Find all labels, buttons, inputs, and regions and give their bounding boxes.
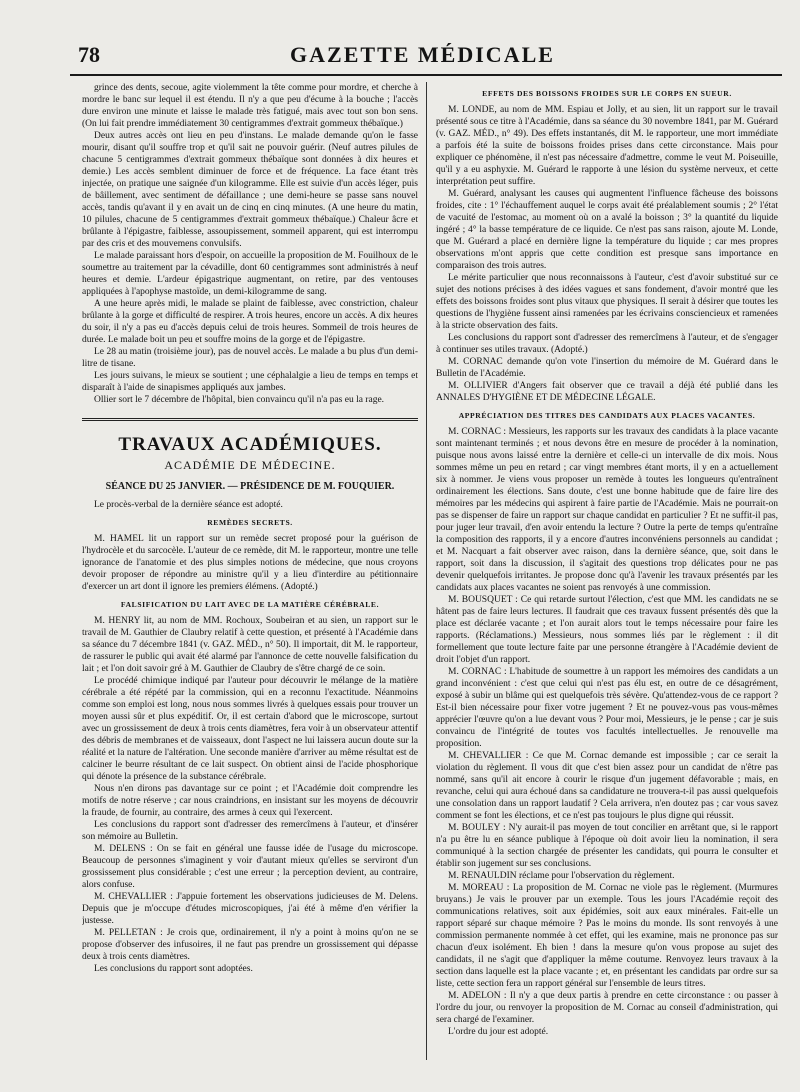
cold-drinks-paragraph: Les conclusions du rapport sont d'adresser des remercîmens à l'auteur, et de s'engager à continuer ses utiles travaux. (Adopté.) — [436, 333, 778, 355]
candidates-paragraph: M. BOUSQUET : Ce qui retarde surtout l'élection, c'est que MM. les candidats ne se hâtent pas de faire leurs lectures. Il faudrait que ces travaux fussent présentés dès que la place est déclarée vacante ; et l'on aurait alors tout le temps nécessaire pour faire les rapports. (Réclamations.) Messieurs, nous sommes liés par le règlement : il dit formellement que toute lecture faite par une personne étrangère à l'Académie devient de droit l'objet d'un rapport. — [436, 595, 778, 665]
case-paragraph: Deux autres accès ont lieu en peu d'instans. Le malade demande qu'on le fasse mourir, disant qu'il souffre trop et qu'il sait ne pouvoir guérir. (Neuf autres pilules de chacune 5 centigrammes d'extrait gommeux thébaïque sont données à dix heures et demie.) Les accès semblent diminuer de force et de fréquence. La face étant très injectée, on pratique une saignée d'un kilogramme. Elle est suivie d'un accès léger, puis de bâillement, avec sentiment de défaillance ; une demi-heure se passe sans nouvel accès, tandis qu'avant il y en avait un de cinq en cinq minutes. (A une heure du matin, 10 pilules, chacune de 5 centigrammes d'extrait gommeux thébaïque.) Chaleur âcre et brûlante à l'épigastre, faiblesse, assoupissement, sommeil apparent, qui est interrompu par des cris et des mouvemens convulsifs. — [82, 131, 418, 249]
cold-drinks-paragraph: M. CORNAC demande qu'on vote l'insertion du mémoire de M. Guérard dans le Bulletin de l'Académie. — [436, 357, 778, 379]
milk-paragraph: M. PELLETAN : Je crois que, ordinairement, il n'y a point à moins qu'on ne se propose d'observer des infusoires, il ne faut pas prendre un grossissement qui dépasse deux à trois cents diamètres. — [82, 928, 418, 962]
academy-heading: ACADÉMIE DE MÉDECINE. — [164, 458, 336, 472]
candidates-paragraph: M. CORNAC : L'habitude de soumettre à un rapport les mémoires des candidats a un grand inconvénient : c'est que celui qui n'est pas élu est, en outre de ce désagrément, exposé à subir un blâme qui est quelquefois très sévère. Qu'attendez-vous de ce rapport ? Est-il bien nécessaire pour fixer votre jugement ? Et ne pouvez-vous pas vous-mêmes apprécier l'œuvre qu'on a lue devant vous ? Pour moi, Messieurs, je le pense ; car je suis convaincu de l'intégrité de toutes vos facultés intellectuelles. Je renouvelle ma proposition. — [436, 667, 778, 749]
case-paragraph: Les jours suivans, le mieux se soutient ; une céphalalgie a lieu de temps en temps et disparaît à l'aide de sinapismes appliqués aux jambes. — [82, 371, 418, 393]
page-header — [70, 42, 775, 68]
cold-drinks-paragraph: M. Guérard, analysant les causes qui augmentent l'influence fâcheuse des boissons froides, cite : 1° l'échauffement auquel le corps avait été préalablement soumis ; 2° l'état de vacuité de l'estomac, au moment où on a avalé la boisson ; 3° la quantité du liquide ingéré ; 4° la basse température de ce liquide. Ce n'est pas sans raison, ajoute M. Londe, que M. Guérard a placé en dernière ligne la température du liquide ; car mes propres observations m'ont appris que cette condition est presque sans importance en comparaison des trois autres. — [436, 189, 778, 271]
page-number: 78 — [78, 42, 100, 67]
milk-paragraph: M. HENRY lit, au nom de MM. Rochoux, Soubeiran et au sien, un rapport sur le travail de M. Gauthier de Claubry relatif à cette question, et présenté à l'Académie dans sa séance du 7 décembre 1841 (v. GAZ. MÉD., n° 50). Il importait, dit M. le rapporteur, de rassurer le public qui avait été alarmé par l'annonce de cette nouvelle falsification du lait ; et l'on doit savoir gré à M. Gauthier de Claubry de s'être chargé de ce soin. — [82, 616, 418, 674]
milk-paragraph: M. CHEVALLIER : J'appuie fortement les observations judicieuses de M. Delens. Depuis que je m'occupe d'études microscopiques, j'ai été à même d'en vérifier la justesse. — [82, 892, 418, 926]
candidates-paragraph: M. BOULEY : N'y aurait-il pas moyen de tout concilier en arrêtant que, si le rapport n'a pu être lu en séance publique à l'époque où doit avoir lieu la nomination, il sera communiqué à la section chargée de présenter les candidats, qui pourra le consulter et établir son jugement sur ses conclusions. — [436, 823, 778, 869]
milk-paragraph: Les conclusions du rapport sont adoptées. — [94, 964, 253, 974]
candidates-paragraph: M. CHEVALLIER : Ce que M. Cornac demande est impossible ; car ce serait la violation du règlement. Il vous dit que c'est bien assez pour un candidat de n'être pas nommé, sans qu'il ait encore à courir le risque d'un jugement défavorable ; mais, en revanche, celui qui aura échoué dans sa candidature ne trouvera-t-il pas aussi quelquefois une consolation dans un rapport laudatif ? Cela arrivera, n'en doutez pas ; car vous savez comment se font les élections, et ce n'est pas toujours le plus digne qui réussit. — [436, 751, 778, 821]
candidates-paragraph: M. MOREAU : La proposition de M. Cornac ne viole pas le règlement. (Murmures bruyans.) Je vais le prouver par un exemple. Tous les jours l'Académie reçoit des communications relatives, soit aux épidémies, soit aux eaux minérales. Fait-elle un rapport séparé sur chaque mémoire ? Pas le moins du monde. Ils sont renvoyés à une commission permanente nommée à cet effet, qui les examine, mais ne prononce pas sur chacun d'eux isolément. Eh bien ! dans la mesure qu'on vous propose au sujet des candidats, il ne s'agit que d'appliquer la même coutume. Renvoyez leurs travaux à la section dans laquelle est la place vacante ; et, en présentant les candidats par ordre sur sa liste, cette section fera un rapport général sur l'ensemble de leurs titres. — [436, 883, 778, 989]
cold-drinks-paragraph: M. LONDE, au nom de MM. Espiau et Jolly, et au sien, lit un rapport sur le travail présenté sous ce titre à l'Académie, dans sa séance du 30 novembre 1841, par M. Guérard (v. GAZ. MÉD., n° 49). Des effets instantanés, dit M. le rapporteur, une mort immédiate a parfois été la suite de boissons froides prises dans cette circonstance. Mais pour expliquer ce phénomène, il n'est pas nécessaire d'admettre, comme le veut M. Poiseuille, qu'il y a eu asphyxie. M. Guérard le rapporte à une lésion du système nerveux, et cette interprétation peut suffire. — [436, 105, 778, 187]
cold-drinks-paragraph: M. OLLIVIER d'Angers fait observer que ce travail a déjà été publié dans les ANNALES D'HYGIÈNE ET DE MÉDECINE LÉGALE. — [436, 381, 778, 403]
milk-paragraph: Nous n'en dirons pas davantage sur ce point ; et l'Académie doit comprendre les motifs de notre réserve ; car nous craindrions, en insistant sur les moyens de découvrir la fraude, de fournir, au contraire, des armes à ceux qui l'exercent. — [82, 784, 418, 818]
remedies-heading: REMÈDES SECRETS. — [207, 518, 293, 527]
candidates-paragraph: M. CORNAC : Messieurs, les rapports sur les travaux des candidats à la place vacante sont maintenant terminés ; et nous devons être en mesure de procéder à la nomination, puisque nous avons laissé entre la dernière et celle-ci un intervalle de dix mois. Nous sommes même un peu en retard ; car vingt membres étant morts, il y en a actuellement six à nommer. Je viens vous proposer un remède à toutes les longueurs qu'entraînent ordinairement les élections. Sans doute, c'est une bonne habitude que de faire lire des mémoires par les médecins qui aspirent à faire partie de l'Académie. Mais ne pourrait-on pas se dispenser de faire un rapport sur chaque candidat en particulier ? Et ne suffit-il pas, pour juger leur travail, d'en avoir entendu la lecture ? Outre la perte de temps qu'entraîne la composition des rapports, il y a encore d'autres inconvéniens personnels au candidat ; et M. Nacquart a fait observer avec raison, dans la dernière séance, que, soit dans le rapport, soit dans la discussion, il s'agitait des questions trop délicates pour ne pas devenir quelquefois irritantes. Je propose donc qu'à l'avenir les travaux présentés par les candidats aux places vacantes ne soient pas renvoyés à une commission. — [436, 427, 778, 593]
case-paragraph: A une heure après midi, le malade se plaint de faiblesse, avec constriction, chaleur brûlante à la gorge et difficulté de respirer. A trois heures, encore un accès. A dix heures du soir, il n'y a pas eu d'accès depuis celui de trois heures. Sommeil de trois heures de durée. Le malade boit un peu et souffre moins de la gorge et de l'épigastre. — [82, 299, 418, 345]
journal-title: GAZETTE MÉDICALE — [290, 42, 555, 67]
session-heading: SÉANCE DU 25 JANVIER. — PRÉSIDENCE DE M. FOUQUIER. — [105, 481, 395, 492]
header-rule — [70, 74, 782, 76]
candidates-heading: APPRÉCIATION DES TITRES DES CANDIDATS AUX PLACES VACANTES. — [458, 411, 756, 420]
minutes-paragraph: Le procès-verbal de la dernière séance est adopté. — [94, 500, 283, 510]
milk-paragraph: Le procédé chimique indiqué par l'auteur pour découvrir le mélange de la matière cérébrale a été répété par la commission, qui en a reconnu l'exactitude. Néanmoins comme son emploi est long, nous nous sommes livrés à quelques essais pour trouver un moyen aussi sûr et plus expéditif. Or, il est certain d'abord que le microscope, surtout avec un grossissement de deux à trois cents diamètres, fera voir à un observateur attentif des débris de membranes et de vaisseaux, dont l'aspect ne lui laissera aucun doute sur la réalité et la nature de l'altération. Une seconde manière d'arriver au même résultat est de calciner le beurre résultant de ce lait suspect. On obtient ainsi de l'acide phosphorique qui dénote la présence de la substance cérébrale. — [82, 676, 418, 782]
column-divider — [426, 82, 427, 1060]
right-column — [436, 82, 778, 1072]
cold-drinks-paragraph: Le mérite particulier que nous reconnaissons à l'auteur, c'est d'avoir substitué sur ce sujet des notions précises à des idées vagues et sans fondement, d'avoir montré que les effets des boissons froides sont plus vitaux que physiques. Il serait à désirer que toutes les questions de l'hygiène fussent ainsi ramenées par les écrivains consciencieux et ramenées à la stricte observation des faits. — [436, 273, 778, 331]
milk-paragraph: M. DELENS : On se fait en général une fausse idée de l'usage du microscope. Beaucoup de personnes s'imaginent y voir d'autant mieux qu'elles se serviront d'un grossissement plus considérable ; c'est une erreur ; la perception devient, au contraire, alors confuse. — [82, 844, 418, 890]
candidates-paragraph: L'ordre du jour est adopté. — [448, 1027, 549, 1037]
case-paragraph: Le malade paraissant hors d'espoir, on accueille la proposition de M. Fouilhoux de le soumettre au traitement par la cévadille, dont 60 centigrammes sont administrés à neuf heures et demie. L'ardeur épigastrique augmentant, on retire, par des ventouses appliquées à l'apophyse mastoïde, un demi-kilogramme de sang. — [82, 251, 418, 297]
candidates-paragraph: M. RENAULDIN réclame pour l'observation du règlement. — [448, 871, 675, 881]
remedies-paragraph: M. HAMEL lit un rapport sur un remède secret proposé pour la guérison de l'hydrocèle et du sarcocèle. L'auteur de ce remède, dit M. le rapporteur, montre une telle ignorance de l'anatomie et des plus simples notions de médecine, que nous croyons devoir proposer de répondre au ministre qu'il y a lieu d'interdire au pétitionnaire d'exercer un art dont il ignore les premiers élémens. (Adopté.) — [82, 534, 418, 592]
section-divider — [82, 418, 418, 421]
cold-drinks-heading: EFFETS DES BOISSONS FROIDES SUR LE CORPS EN SUEUR. — [482, 89, 732, 98]
case-paragraph: Le 28 au matin (troisième jour), pas de nouvel accès. Le malade a bu plus d'un demi-litre de tisane. — [82, 347, 418, 369]
case-paragraph: grince des dents, secoue, agite violemment la tête comme pour mordre, et cherche à mordre le banc sur lequel il est étendu. Il n'y a que peu d'écume à la bouche ; l'accès dure environ une minute et laisse le malade très fatigué, mais avec tout son bon sens. (On lui fait prendre immédiatement 30 centigrammes d'extrait gommeux thébaïque.) — [82, 83, 418, 129]
milk-paragraph: Les conclusions du rapport sont d'adresser des remercîmens à l'auteur, et d'insérer son mémoire au Bulletin. — [82, 820, 418, 842]
section-title: TRAVAUX ACADÉMIQUES. — [118, 434, 382, 455]
candidates-paragraph: M. ADELON : Il n'y a que deux partis à prendre en cette circonstance : ou passer à l'ordre du jour, ou renvoyer la proposition de M. Cornac au conseil d'administration, qui sera chargé de l'examiner. — [436, 991, 778, 1025]
milk-heading: FALSIFICATION DU LAIT AVEC DE LA MATIÈRE CÉRÉBRALE. — [120, 600, 380, 609]
case-paragraph: Ollier sort le 7 décembre de l'hôpital, bien convaincu qu'il n'a pas eu la rage. — [94, 395, 385, 405]
left-column — [82, 82, 418, 1072]
